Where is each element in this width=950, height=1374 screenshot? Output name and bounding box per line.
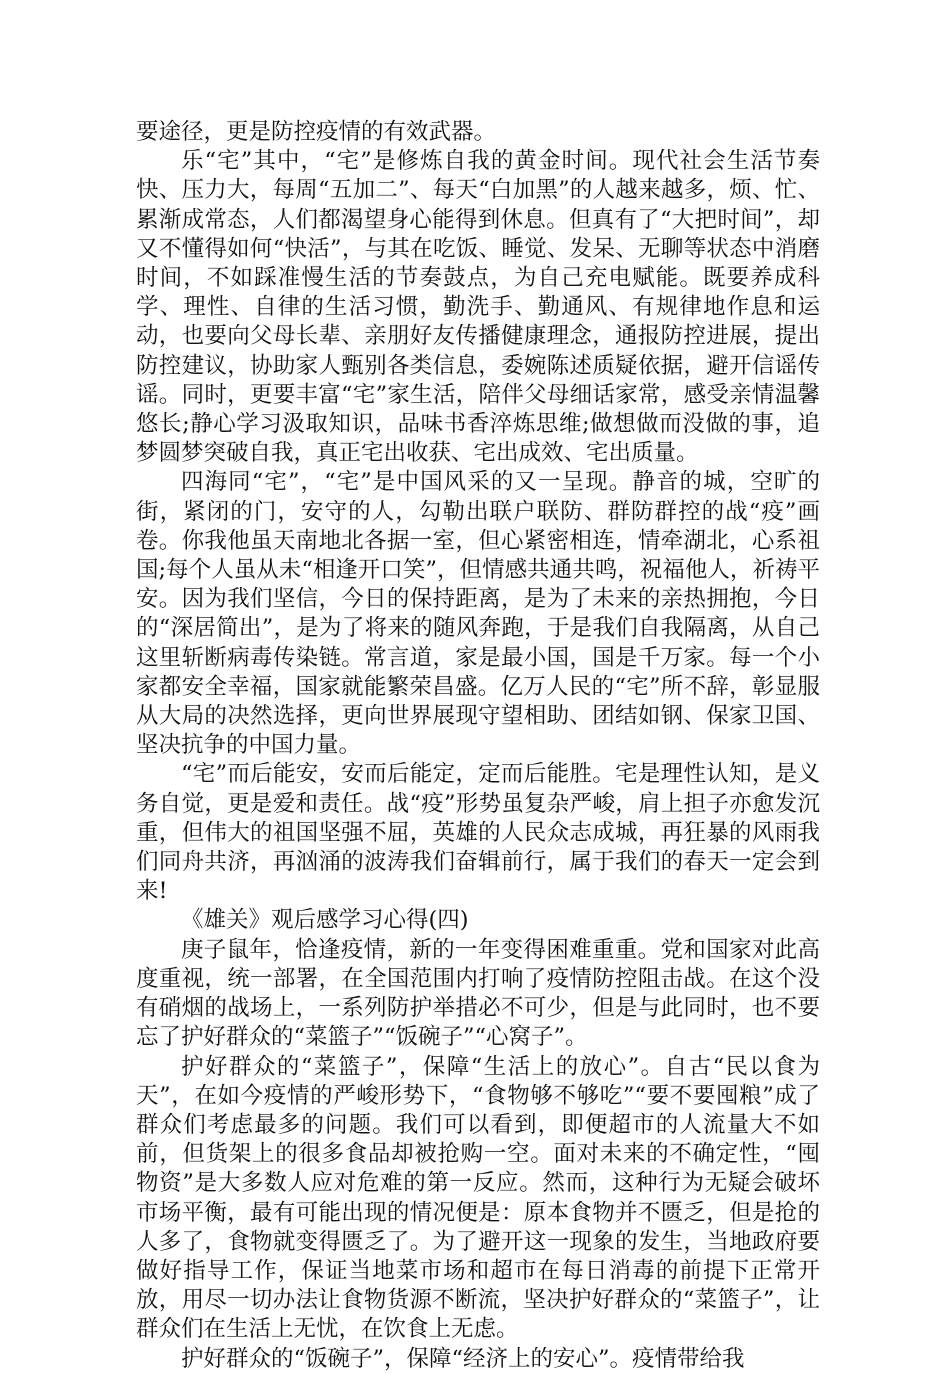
paragraph-continuation: 要途径，更是防控疫情的有效武器。 (136, 119, 497, 145)
section-heading: 《雄关》观后感学习心得(四) (181, 907, 469, 934)
paragraph-gengzi-intro: 庚子鼠年，恰逢疫情，新的一年变得困难重重。党和国家对此高度重视，统一部署，在全国范围内打响了疫情防控阻击战。在这个没有硝烟的战场上，一系列防护举措必不可少，但是与此同时，也不要忘了护好群众的“菜篮子”“饭碗子”“心窝子”。 (136, 936, 820, 1051)
paragraph-zhai-conclusion: “宅”而后能安，安而后能定，定而后能胜。宅是理性认知，是义务自觉，更是爱和责任。战“疫”形势虽复杂严峻，肩上担子亦愈发沉重，但伟大的祖国坚强不屈，英雄的人民众志成城，再狂暴的风雨我们同舟共济，再汹涌的波涛我们奋辑前行，属于我们的春天一定会到来! (136, 761, 820, 905)
document-body (136, 118, 820, 1374)
paragraph-zhai-china-style: 四海同“宅”，“宅”是中国风采的又一呈现。静音的城，空旷的街，紧闭的门，安守的人，勾勒出联户联防、群防群控的战“疫”画卷。你我他虽天南地北各据一室，但心紧密相连，情牵湖北，心系祖国;每个人虽从未“相逢开口笑”，但情感共通共鸣，祝福他人，祈祷平安。因为我们坚信，今日的保持距离，是为了未来的亲热拥抱，今日的“深居简出”，是为了将来的随风奔跑，于是我们自我隔离，从自己这里斩断病毒传染链。常言道，家是最小国，国是千万家。每一个小家都安全幸福，国家就能繁荣昌盛。亿万人民的“宅”所不辞，彰显服从大局的决然选择，更向世界展现守望相助、团结如钢、保家卫国、坚决抗争的中国力量。 (136, 469, 820, 759)
paragraph-rice-bowl: 护好群众的“饭碗子”，保障“经济上的安心”。疫情带给我 (181, 1345, 745, 1372)
paragraph-zhai-self-cultivation: 乐“宅”其中，“宅”是修炼自我的黄金时间。现代社会生活节奏快、压力大，每周“五加二”、每天“白加黑”的人越来越多，烦、忙、累渐成常态，人们都渴望身心能得到休息。但真有了“大把时间”，却又不懂得如何“快活”，与其在吃饭、睡觉、发呆、无聊等状态中消磨时间，不如踩准慢生活的节奏鼓点，为自己充电赋能。既要养成科学、理性、自律的生活习惯，勤洗手、勤通风、有规律地作息和运动，也要向父母长辈、亲朋好友传播健康理念，通报防控进展，提出防控建议，协助家人甄别各类信息，委婉陈述质疑依据，避开信谣传谣。同时，更要丰富“宅”家生活，陪伴父母细话家常，感受亲情温馨悠长;静心学习汲取知识，品味书香淬炼思维;做想做而没做的事，追梦圆梦突破自我，真正宅出收获、宅出成效、宅出质量。 (136, 148, 820, 467)
paragraph-vegetable-basket: 护好群众的“菜篮子”，保障“生活上的放心”。自古“民以食为天”，在如今疫情的严峻形势下，“食物够不够吃”“要不要囤粮”成了群众们考虑最多的问题。我们可以看到，即便超市的人流量大不如前，但货架上的很多食品却被抢购一空。面对未来的不确定性，“囤物资”是大多数人应对危难的第一反应。然而，这种行为无疑会破坏市场平衡，最有可能出现的情况便是：原本食物并不匮乏，但是抢的人多了，食物就变得匮乏了。为了避开这一现象的发生，当地政府要做好指导工作，保证当地菜市场和超市在每日消毒的前提下正常开放，用尽一切办法让食物货源不断流，坚决护好群众的“菜篮子”，让群众们在生活上无忧，在饮食上无虑。 (136, 1053, 820, 1343)
